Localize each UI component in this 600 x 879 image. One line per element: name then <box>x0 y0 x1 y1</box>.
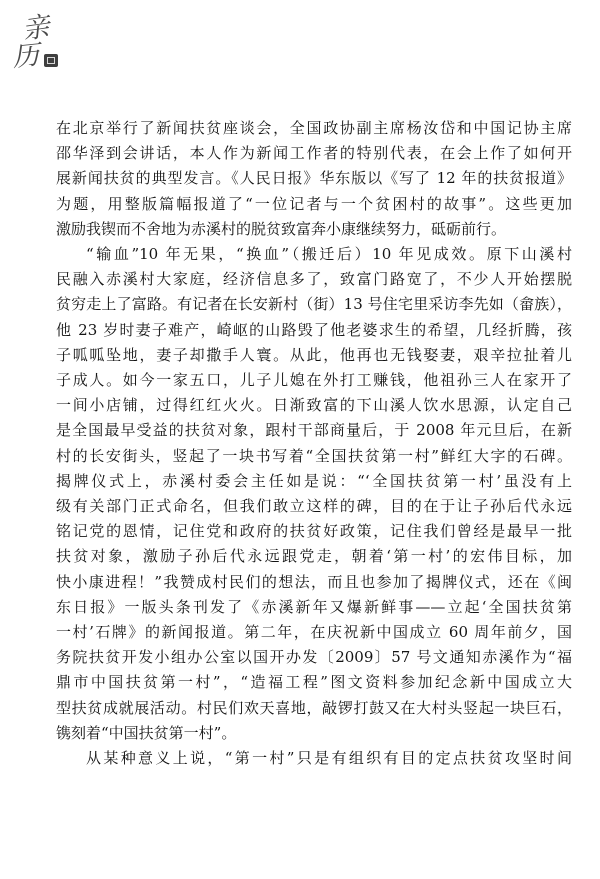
text-line: 揭牌仪式上，赤溪村委会主任如是说：“‘全国扶贫第一村’虽没有上 <box>56 471 572 490</box>
text-line: 是全国最早受益的扶贫对象，跟村干部商量后，于 2008 年元旦后，在新 <box>56 421 572 440</box>
text-line: 民融入赤溪村大家庭，经济信息多了，致富门路宽了，不少人开始摆脱 <box>56 270 572 289</box>
text-line: 子呱呱坠地，妻子却撒手人寰。从此，他再也无钱娶妻，艰辛拉扯着儿 <box>56 345 572 364</box>
text-line: 东日报》一版头条刊发了《赤溪新年又爆新鲜事——立起‘全国扶贫第 <box>56 597 572 616</box>
body-text <box>56 116 572 771</box>
text-line: 型扶贫成就展活动。村民们欢天喜地，敲锣打鼓又在大村头竖起一块巨石， <box>56 698 572 717</box>
logo-calligraphy-char: 历 <box>10 39 41 74</box>
text-line: 镌刻着“中国扶贫第一村”。 <box>56 723 237 742</box>
text-line: “输血”10 年无果，“换血”（搬迁后）10 年见成效。原下山溪村 <box>86 245 572 264</box>
text-line: 在北京举行了新闻扶贫座谈会，全国政协副主席杨汝岱和中国记协主席 <box>56 119 572 137</box>
text-line: 邵华泽到会讲话，本人作为新闻工作者的特别代表，在会上作了如何开 <box>56 144 572 163</box>
text-line: 鼎市中国扶贫第一村”，“造福工程”图文资料参加纪念新中国成立大 <box>56 673 572 692</box>
text-line: 从某种意义上说，“第一村”只是有组织有目的定点扶贫攻坚时间 <box>86 749 572 768</box>
text-line: 为题，用整版篇幅报道了“一位记者与一个贫困村的故事”。这些更加 <box>56 194 572 213</box>
text-line: 铭记党的恩情，记住党和政府的扶贫好政策，记住我们曾经是最早一批 <box>56 522 572 541</box>
text-line: 级有关部门正式命名，但我们敢立这样的碑，目的在于让子孙后代永远 <box>56 497 572 516</box>
text-line: 贫穷走上了富路。有记者在长安新村（街）13 号住宅里采访李先如（畲族）， <box>56 295 572 314</box>
text-line: 务院扶贫开发小组办公室以国开办发〔2009〕57 号文通知赤溪作为“福 <box>56 648 572 667</box>
text-line: 快小康进程！”我赞成村民们的想法，而且也参加了揭牌仪式，还在《闽 <box>56 572 572 591</box>
text-line: 展新闻扶贫的典型发言。《人民日报》华东版以《写了 12 年的扶贫报道》 <box>56 169 572 188</box>
text-line: 子成人。如今一家五口，儿子儿媳在外打工赚钱，他祖孙三人在家开了 <box>56 371 572 390</box>
seal-stamp-icon <box>44 54 58 67</box>
chapter-logo <box>8 6 64 72</box>
text-line: 村的长安街头，竖起了一块书写着“全国扶贫第一村”鲜红大字的石碑。 <box>56 446 572 465</box>
text-line: 一村’石牌》的新闻报道。第二年，在庆祝新中国成立 60 周年前夕，国 <box>56 623 572 642</box>
text-line: 一间小店铺，过得红红火火。日渐致富的下山溪人饮水思源，认定自己 <box>56 396 572 415</box>
text-line: 扶贫对象，激励子孙后代永远跟党走，朝着‘第一村’的宏伟目标，加 <box>56 547 572 566</box>
logo-calligraphy-char: 亲 <box>20 11 52 46</box>
text-line: 激励我锲而不舍地为赤溪村的脱贫致富奔小康继续努力，砥砺前行。 <box>56 219 507 238</box>
text-line: 他 23 岁时妻子难产，崎岖的山路毁了他老婆求生的希望，几经折腾，孩 <box>56 320 572 339</box>
